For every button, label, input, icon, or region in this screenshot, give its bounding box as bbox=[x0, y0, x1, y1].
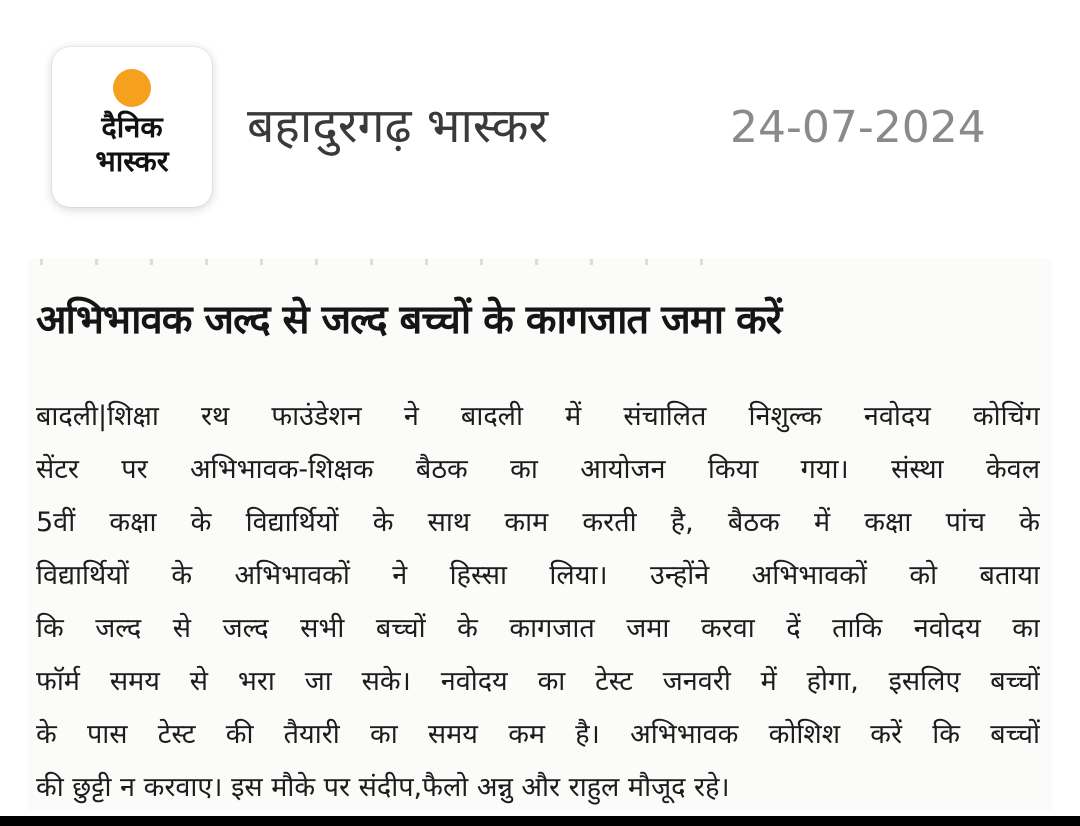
dainik-bhaskar-logo bbox=[52, 47, 212, 207]
article-line: कि जल्द से जल्द सभी बच्चों के कागजात जमा करवा दें ताकि नवोदय का bbox=[36, 613, 1040, 644]
logo-text-line2: भास्कर bbox=[95, 144, 169, 178]
article-line: 5वीं कक्षा के विद्यार्थियों के साथ काम करती है, बैठक में कक्षा पांच के bbox=[36, 507, 1040, 538]
article-body bbox=[36, 390, 1040, 814]
bottom-edge-bar bbox=[0, 816, 1080, 826]
edition-title: बहादुरगढ़ भास्कर bbox=[247, 98, 549, 154]
scan-specks bbox=[40, 259, 740, 265]
article-line: सेंटर पर अभिभावक-शिक्षक बैठक का आयोजन किया गया। संस्था केवल bbox=[36, 454, 1040, 485]
article-line: फॉर्म समय से भरा जा सके। नवोदय का टेस्ट जनवरी में होगा, इसलिए बच्चों bbox=[36, 666, 1040, 697]
article-line: की छुट्टी न करवाए। इस मौके पर संदीप,फैलो अन्नु और राहुल मौजूद रहे। bbox=[36, 772, 730, 803]
article-line: बादली|शिक्षा रथ फाउंडेशन ने बादली में संचालित निशुल्क नवोदय कोचिंग bbox=[36, 401, 1040, 432]
logo-text-line1: दैनिक bbox=[101, 110, 163, 144]
article-headline: अभिभावक जल्द से जल्द बच्चों के कागजात जमा करें bbox=[36, 297, 782, 343]
sun-icon bbox=[113, 69, 151, 107]
article-line: विद्यार्थियों के अभिभावकों ने हिस्सा लिया। उन्होंने अभिभावकों को बताया bbox=[36, 560, 1040, 591]
publication-date: 24-07-2024 bbox=[730, 102, 986, 153]
article-line: के पास टेस्ट की तैयारी का समय कम है। अभिभावक कोशिश करें कि बच्चों bbox=[36, 719, 1040, 750]
